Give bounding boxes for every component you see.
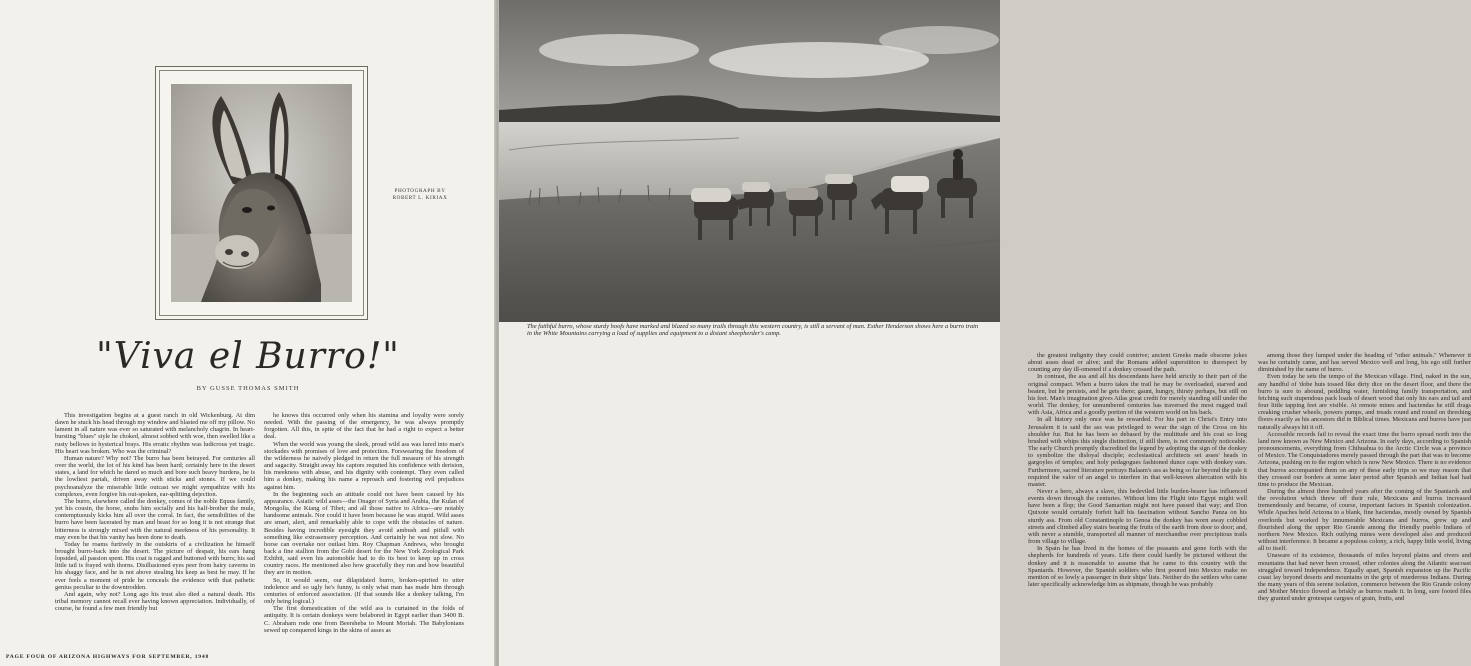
paragraph: Never a hero, always a slave, this bedeviled little burden-bearer has influenced events down through the centuries. Without him the Flight into Egypt might well have been a flop; the Good Samaritan might not have passed that way; and Don Quixote would certainly forfeit half his fascination without Sancho Panza on his sturdy ass. From old Constantinople to Genoa the donkey has worn away cobbled streets and climbed alley stairs bearing the fruits of the earth from door to door; and, with never a stumble, transported all manner of merchandise over precipitous trails from village to village. (1028, 487, 1247, 546)
donkey-portrait-photo (171, 84, 352, 302)
show-through-ghost-text (370, 55, 480, 95)
donkey-portrait-frame (155, 66, 368, 320)
paragraph: During the almost three hundred years after the coming of the Spaniards and the revolution which threw off their rule, Mexicans and burros increased tremendously and became, of course, important factors in Spanish colonization. While Apaches held Arizona to a blank, fine haciendas, mostly owned by Spanish overlords but worked by innumerable Mexicans and burros, grew up and flourished along the upper Rio Grande among the friendly pueblo Indians of northern New Mexico. Rich outlying mines were developed also and produced without interference. It became a populous colony, a rich, happy little world, living all to itself. (1258, 487, 1471, 553)
right-page (499, 0, 1471, 666)
paragraph: The first domestication of the wild ass is curtained in the folds of antiquity. It is certain donkeys were belabored in Egypt earlier than 3400 B. C. Abraham rode one from Beersheba to Mount Moriah. The Babylonians sewed up conquered kings in the skins of asses as (264, 605, 464, 634)
paragraph: In the beginning such an attitude could not have been caused by his appearance. Asiatic wild asses—the Onager of Syria and Arabia, the Kulan of Mongolia, the Kiang of Tibet; and all those native to Africa—are notably handsome animals. Nor could it have been because he was stupid. Wild asses are smart, alert, and remarkably able to cope with the obstacles of nature. Besides having incredible eyesight they avoid ambush and pitfall with something like extrasensory perception. And certainly he was not slow. No horse can overtake nor outlast him. Roy Chapman Andrews, who brought back a fine stallion from the Gobi desert for the New York Zoological Park Exhibit, said even his automobile had to do its best to keep up in cross country races. He mentioned also how gracefully they run and how beautiful they are in motion. (264, 490, 464, 577)
paragraph: In Spain he has lived in the homes of the peasants and gone forth with the shepherds for hundreds of years. Life there could hardly be pictured without the donkey and it is reasonable to assume that he came to this country with the Spaniards. However, the Spanish soldiers who first poured into Mexico make no mention of so lowly a passenger in their ships' lists. Neither do the settlers who came later specifically acknowledge him as shipmate, though he was probably (1028, 545, 1247, 588)
paragraph: the greatest indignity they could contrive; ancient Greeks made obscene jokes about asses dead or alive; and the Romans added superstition to disrespect by counting any day ill-omened if a donkey crossed the path. (1028, 352, 1247, 374)
paragraph: So, it would seem, our dilapidated burro, broken-spirited to utter indolence and so ugly he's funny, is only what man has made him through centuries of enforced association. (If that sounds like a donkey talking, I'm only being logical.) (264, 576, 464, 606)
left-column-2 (264, 412, 464, 650)
photo-credit-line2: ROBERT L. KIRIAX (392, 195, 448, 201)
paragraph: Even today he sets the tempo of the Mexican village. Find, naked in the sun, any handful of 'dobe huts tossed like dirty dice on the desert floor, and there the burro is sure to abound, peddling water, furnishing family transportation, and fetching such stupendous pack loads of desert wood that only his ears and tail and four little tapping feet are visible. At remote mines and haciendas he still drags creaking crusher wheels, powers pumps, and treads round and round on threshing floors exactly as his ancestors did in Biblical times. Mexicans and burros have just naturally always hit it off. (1258, 373, 1471, 431)
paragraph: This investigation begins at a guest ranch in old Wickenburg. At dim dawn he stuck his head through my window and blasted me off my pillow. No lament in all nature was ever so saturated with melancholy chagrin. In heart-bursting "blues" style he choked, almost sobbed with woe, then swelled like a rusty bellows to hysterical brays. His erratic rhythm was ludicrous yet tragic. His heart was broken. Who was the criminal? (55, 412, 255, 455)
photo-credit-line1: PHOTOGRAPH BY (394, 188, 446, 194)
page-folio: PAGE FOUR OF ARIZONA HIGHWAYS FOR SEPTEMBER, 1948 (6, 654, 210, 660)
paragraph: Accessible records fail to reveal the exact time the burro spread north into the land now known as New Mexico and Arizona. In early days, according to Spanish pronouncements, everything from Chihuahua to the Arctic Circle was a province of Mexico. The Conquistadores merely passed through the part that was to become Arizona, pushing on to the region which is now New Mexico. There is no evidence that burros accompanied them on any of these early trips so we may reason that they crossed our borders at some later period after Spanish and Indian had had time to produce the Mexican. (1258, 430, 1471, 488)
left-page (0, 0, 496, 666)
photo-caption: The faithful burro, whose sturdy hoofs have marked and blazed so many trails through this western country, is still a servant of man. Esther Henderson shows here a burro train in the White Mountains carrying a load of supplies and equipment to a distant sheepherder's camp. (527, 323, 979, 338)
right-column-2 (1258, 352, 1471, 657)
photo-credit (380, 188, 460, 202)
left-column-1 (55, 412, 255, 650)
paragraph: In all history only once was he rewarded. For his part in Christ's Entry into Jerusalem it is said the ass was privileged to wear the sign of the Cross on his shoulder fur. But he has been so debased by the multitude and his coat so long brushed with whips this single distinction, if still there, is not commonly noticeable. The early Church promptly discredited the legend by adopting the sign of the donkey to symbolize the disloyal disciple; ecclesiastical architects set asses' heads in gargoyles of temples; and holy pedagogues fashioned dunce caps with donkey ears. Furthermore, sacred literature portrays Balaam's ass as being so far beyond the pale it required the valor of an angel to interfere in that well-known altercation with his master. (1028, 416, 1247, 488)
paragraph: The burro, elsewhere called the donkey, comes of the noble Equus family, yet his cousin, the horse, snubs him socially and his half-brother the mule, contemptuously kicks him all over the corral. In fact, the sensibilities of the burro have been lacerated by man and beast for so long it is not strange that bitterness is strongly mixed with the natural meekness of his personality. It may even be that his vanity has been done to death. (55, 497, 255, 541)
paragraph: he knows this occurred only when his stamina and loyalty were sorely needed. With the passing of the emergency, he was always promptly forgotten. All this, in spite of the fact that he had a right to expect a better deal. (264, 412, 464, 441)
paragraph: Human nature? Why not? The burro has been betrayed. For centuries all over the world, the lot of his kind has been hard; certainly here in the desert states, a land for which he dared so much and bore such heavy burdens, he is the lowliest pariah, driven away with sticks and stones. If we could psychoanalyze the miserable little outcast we might sympathize with his complexes, even forgive his out-spoken, ear-splitting dejection. (55, 454, 255, 498)
article-title: "Viva el Burro!" (96, 336, 400, 377)
paragraph: Unaware of its existence, thousands of miles beyond plains and rivers and mountains that had never been crossed, other colonies along the Atlantic seacoast struggled toward Independence. Equally apart, Spanish expansion up the Pacific coast lay beyond deserts and mountains in the grip of murderous Indians. During the many years of this serene isolation, commerce between the Rio Grande colony and Mother Mexico flowed as briskly as burros made it. In long, sure footed files they granted under grotesque cargoes of grain, fruits, and (1258, 552, 1471, 603)
paragraph: And again, why not? Long ago his trust also died a natural death. His tribal memory cannot recall ever having known appreciation. Individually, of course, he found a few men friendly but (55, 590, 255, 613)
article-byline: BY GUSSE THOMAS SMITH (196, 385, 300, 392)
paragraph: In contrast, the ass and all his descendants have held strictly to their part of the original compact. When a burro takes the trail he may be overloaded, starved and beaten, but he persists, and he gets there; gaunt, hungry, thirsty perhaps, but still on his feet. Man's imagination gives Atlas great credit for merely standing still under the world. The donkey, for unnumbered centuries has traversed the most rugged trail with Asia, Africa and a goodly portion of the western world on his back. (1028, 373, 1247, 417)
paragraph: among those they lumped under the heading of "other animals." Whenever it was he certainly came, and has served Mexico well and long, his ego still further diminished by the name of burro. (1258, 352, 1471, 374)
paragraph: Today he roams furtively in the outskirts of a civilization he himself brought burro-back into the desert. The picture of despair, his ears hang lopsided, all passion spent. His coat is ragged and buttoned with burrs; his sad little tail is frayed with thorns. Disillusioned eyes peer from hairy caverns in his shaggy face, and he is not above stealing his keep as best he may. If he ever feels a moment of pride he conceals the evidence with that pathetic genius peculiar to the downtrodden. (55, 540, 255, 591)
right-column-1 (1028, 352, 1247, 657)
burro-train-photo (499, 0, 1000, 322)
paragraph: When the world was young the sleek, proud wild ass was lured into man's stockades with promises of love and protection. Forswearing the freedom of the wilderness he naively pledged in return the full measure of his strength and sagacity. Straight away his captors requited his confidence with derision, his meekness with abuse, and his dignity with contempt. They even called him a donkey, making his name a reproach and fostering evil prejudices against him. (264, 440, 464, 491)
